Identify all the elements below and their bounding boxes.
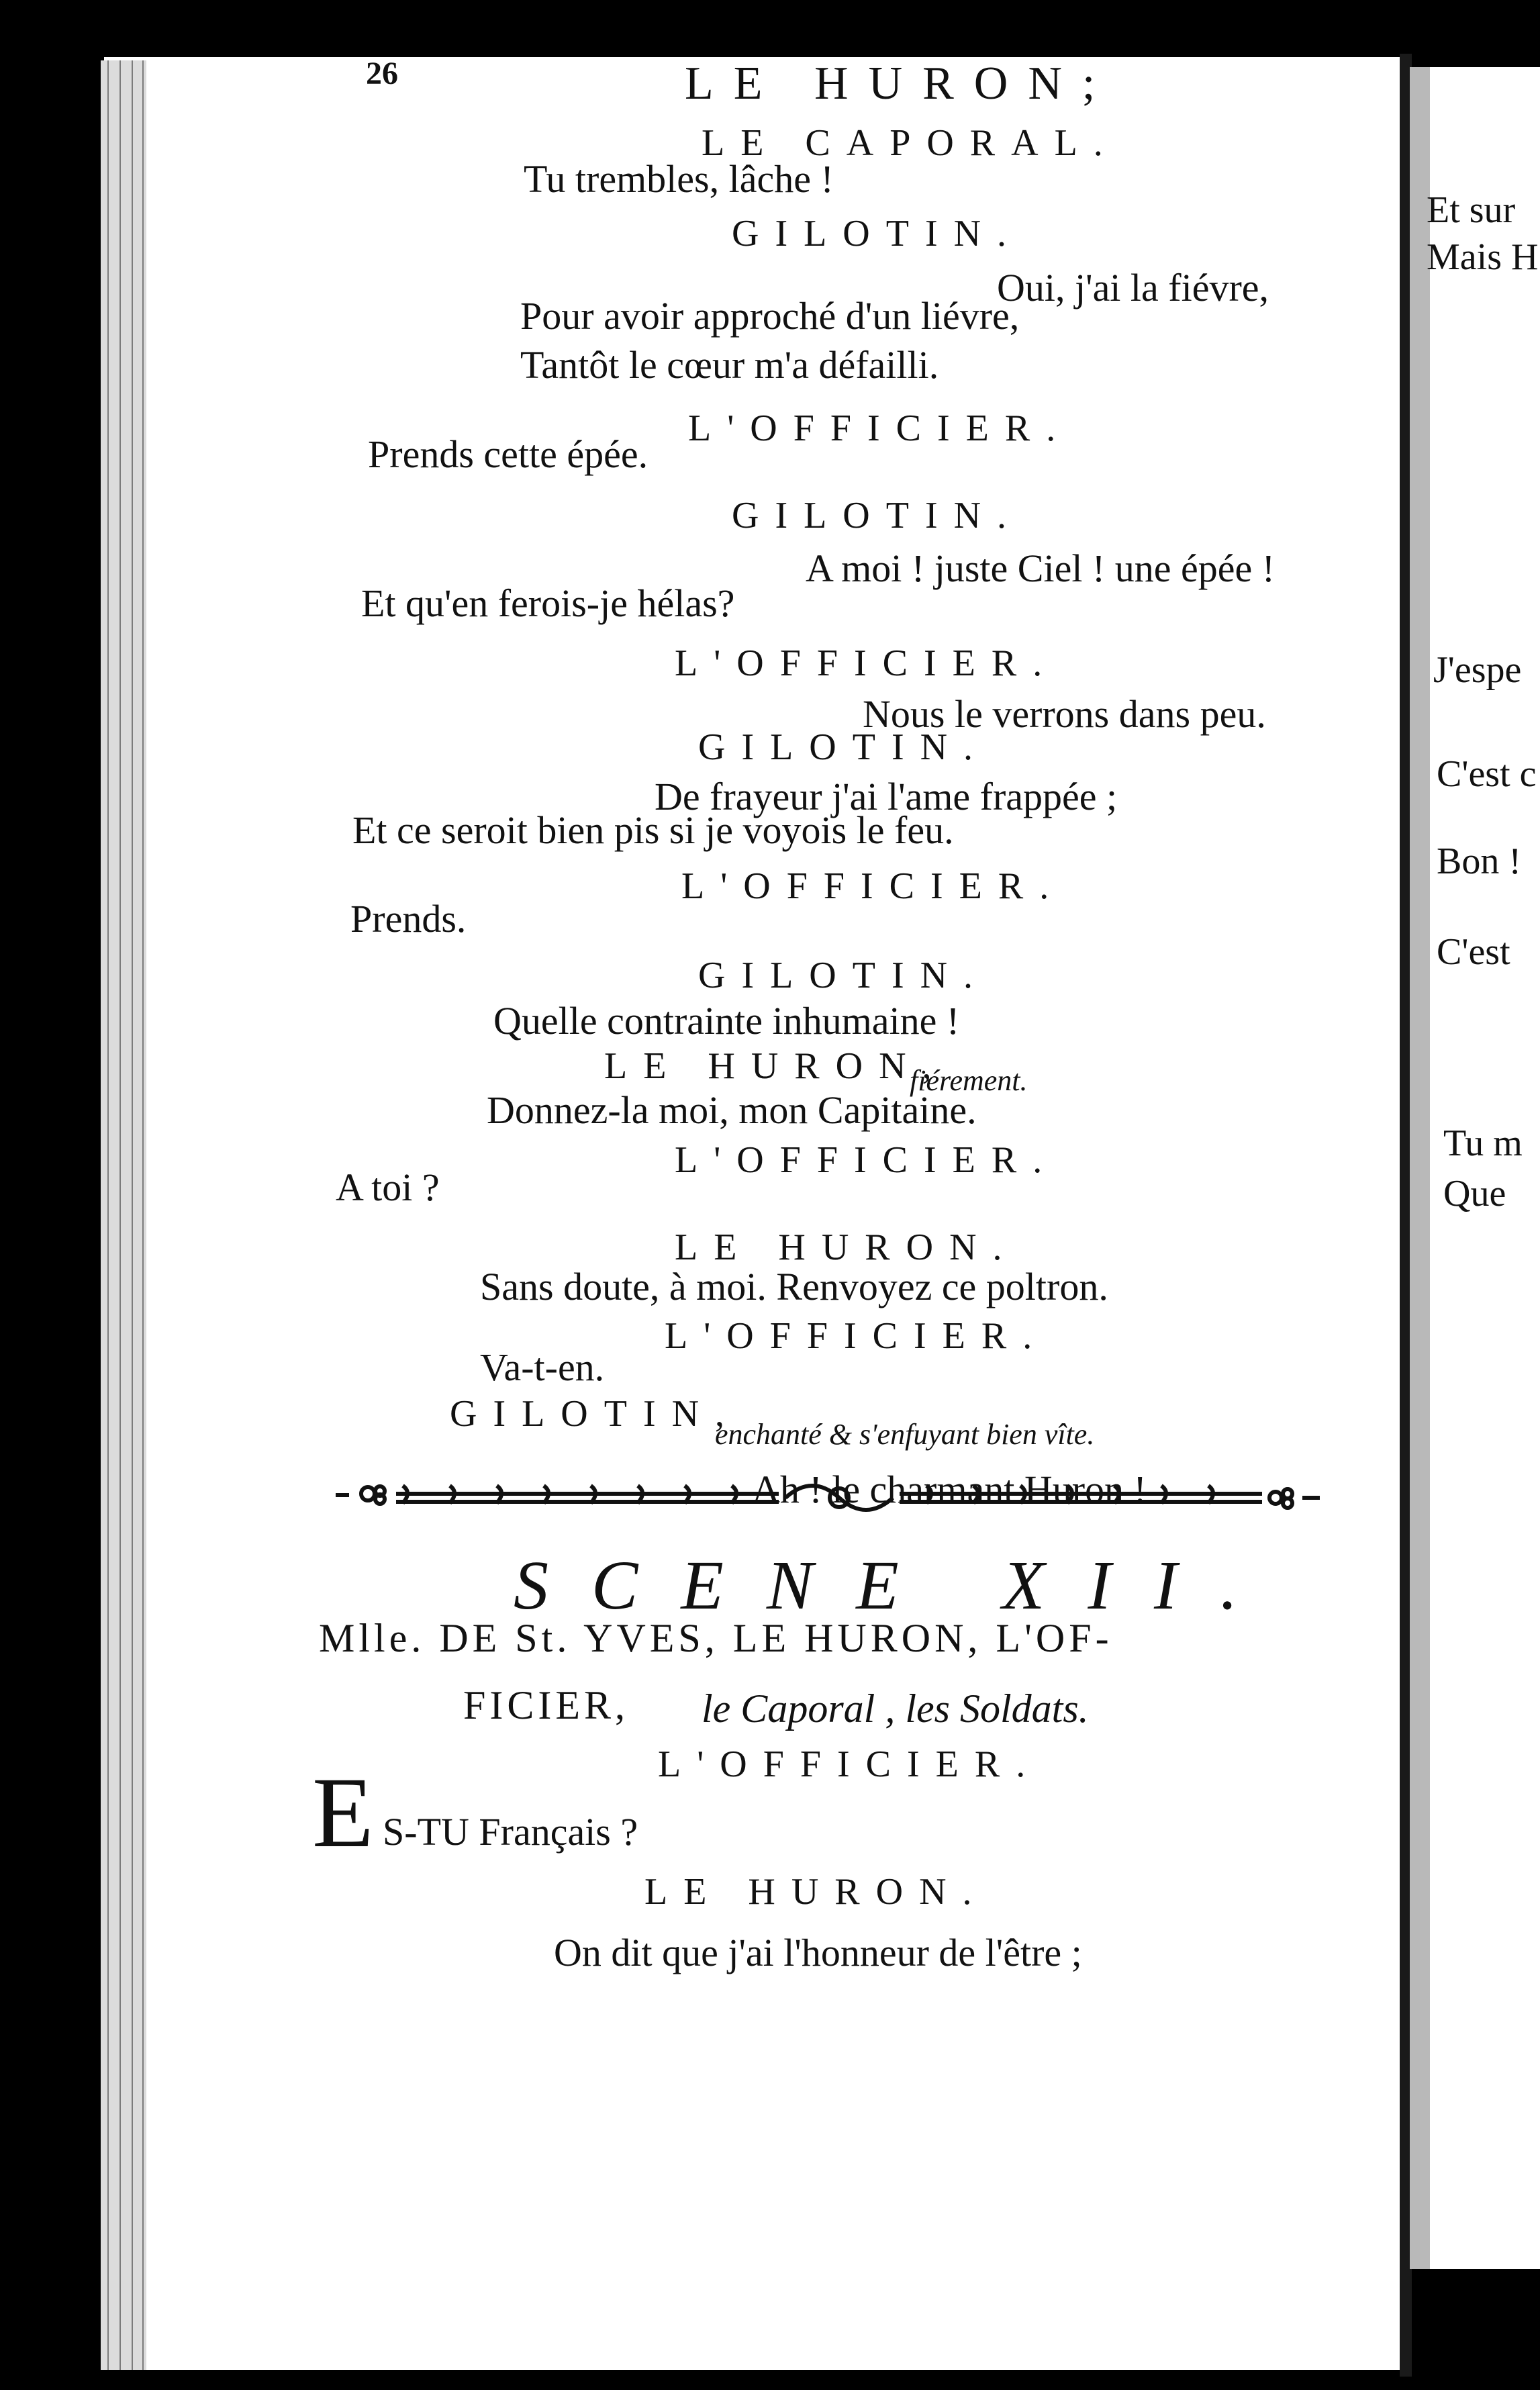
scene-cast-line-italic: le Caporal , les Soldats. [702, 1686, 1089, 1731]
running-title: LE HURON; [685, 58, 1116, 109]
speaker-name: L'OFFICIER. [675, 642, 1059, 684]
stage-direction: fiérement. [910, 1064, 1028, 1097]
facing-page-fragment: Que [1443, 1173, 1506, 1214]
dialogue-line: Tantôt le cœur m'a défailli. [520, 343, 939, 387]
dialogue-line: On dit que j'ai l'honneur de l'être ; [554, 1931, 1082, 1974]
speaker-name: LE HURON. [644, 1871, 988, 1913]
scene-cast-line: FICIER, [463, 1683, 630, 1727]
scene-heading: SCENE XII. [514, 1547, 1281, 1624]
facing-page-fragment: Et sur [1427, 189, 1516, 231]
speaker-name: LE HURON, [604, 1045, 948, 1087]
page [104, 57, 1400, 2370]
facing-page-fragment: C'est [1437, 931, 1510, 973]
dialogue-line: Nous le verrons dans peu. [863, 692, 1266, 736]
drop-cap: E [312, 1757, 374, 1868]
speaker-name: GILOTIN, [450, 1393, 741, 1435]
facing-page-fragment: Tu m [1443, 1122, 1523, 1164]
dialogue-line: Sans doute, à moi. Renvoyez ce poltron. [480, 1265, 1108, 1308]
speaker-name: LE CAPORAL. [702, 122, 1119, 164]
speaker-name: LE HURON. [675, 1227, 1018, 1268]
dialogue-line: Prends. [350, 897, 467, 941]
dialogue-line: A moi ! juste Ciel ! une épée ! [806, 546, 1276, 590]
scene-cast-line: Mlle. DE St. YVES, LE HURON, L'OF- [319, 1616, 1113, 1660]
facing-page-fragment: Bon ! [1437, 841, 1521, 882]
dialogue-line: Tu trembles, lâche ! [524, 157, 834, 201]
dialogue-line: Quelle contrainte inhumaine ! [493, 999, 960, 1043]
speaker-name: L'OFFICIER. [681, 865, 1065, 907]
dialogue-line: A toi ? [336, 1165, 440, 1209]
dialogue-line: Pour avoir approché d'un liévre, [520, 294, 1020, 338]
speaker-name: GILOTIN. [698, 955, 990, 996]
speaker-name: L'OFFICIER. [675, 1139, 1059, 1181]
dialogue-line: Ah ! le charmant Huron ! [752, 1468, 1147, 1511]
dialogue-line: S-TU Français ? [383, 1810, 638, 1854]
dialogue-line: Oui, j'ai la fiévre, [997, 266, 1269, 309]
facing-page-edge [1410, 67, 1430, 2269]
speaker-name: L'OFFICIER. [658, 1743, 1042, 1785]
speaker-name: GILOTIN. [732, 495, 1023, 536]
speaker-name: L'OFFICIER. [665, 1315, 1049, 1357]
speaker-name: GILOTIN. [732, 213, 1023, 254]
dialogue-line: Va-t-en. [480, 1345, 605, 1389]
speaker-name: GILOTIN. [698, 726, 990, 768]
stage-direction: enchanté & s'enfuyant bien vîte. [715, 1418, 1095, 1451]
ornamental-rule [336, 1474, 1322, 1525]
facing-page-fragment: J'espe [1433, 649, 1522, 691]
dialogue-line: Et ce seroit bien pis si je voyois le feu. [352, 808, 954, 852]
dialogue-line: Et qu'en ferois-je hélas? [361, 581, 735, 625]
facing-page-fragment: Mais H [1427, 236, 1539, 278]
dialogue-line: Donnez-la moi, mon Capitaine. [487, 1088, 977, 1132]
speaker-name: L'OFFICIER. [688, 408, 1072, 449]
dialogue-line: Prends cette épée. [368, 432, 648, 476]
folio-number: 26 [366, 56, 398, 91]
page-edge-gutter [101, 60, 146, 2370]
dialogue-line: De frayeur j'ai l'ame frappée ; [655, 775, 1118, 818]
facing-page-fragment: C'est c [1437, 753, 1537, 795]
